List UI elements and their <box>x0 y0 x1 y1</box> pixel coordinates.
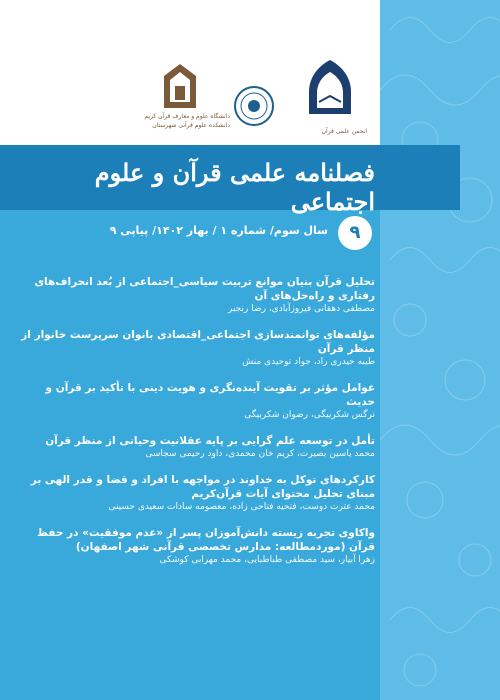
list-item <box>20 434 375 461</box>
decorative-pattern-strip <box>380 0 500 700</box>
issue-number-badge: ۹ <box>338 216 372 250</box>
list-item <box>20 381 375 422</box>
article-title: کارکردهای توکل به خداوند در مواجهه با افراد و قضا و قدر الهی بر مبنای تحلیل محتوای آیات قرآن‌کریم <box>30 474 375 500</box>
list-item <box>20 526 375 567</box>
article-authors: محمد عترت دوست، فتحیه فتاحی زاده، معصومه سادات سعیدی حسینی <box>108 502 375 512</box>
list-item <box>20 473 375 514</box>
quran-association-logo-icon <box>305 58 355 118</box>
list-item <box>20 275 375 316</box>
seal-logo-icon <box>233 85 275 127</box>
article-title: تأمل در توسعه علم گرایی بر پایه عقلانیت وحیانی از منظر قرآن <box>45 435 375 447</box>
article-authors: مصطفی دهقانی فیروزآبادی، رضا رنجبر <box>227 304 375 314</box>
article-title: مؤلفه‌های توانمندسازی اجتماعی_اقتصادی بانوان سرپرست خانوار از منظر قرآن <box>21 329 375 355</box>
issue-info: سال سوم/ شماره ۱ / بهار ۱۴۰۲/ پیاپی ۹ <box>109 224 328 237</box>
article-list <box>20 275 375 579</box>
article-authors: طیبه حیدری راد، جواد توحیدی منش <box>242 357 375 367</box>
university-caption-2: دانشکده علوم قرآنی شهرستان <box>152 122 230 129</box>
article-authors: زهرا آبیار، سید مصطفی طباطبایی، محمد مهرابی کوشکی <box>159 555 375 565</box>
association-caption: انجمن علمی قرآن <box>321 128 367 135</box>
journal-title: فصلنامه علمی قرآن و علوم اجتماعی <box>94 158 375 216</box>
article-title: واکاوی تجربه زیسته دانش‌آموزان پسر از «عدم موفقیت» در حفظ قرآن (موردمطالعه: مدارس تخصصی قرآنی شهر اصفهان) <box>37 527 375 553</box>
article-title: عوامل مؤثر بر تقویت آینده‌نگری و هویت دینی با تأکید بر قرآن و حدیث <box>45 382 375 408</box>
list-item <box>20 328 375 369</box>
university-logo-icon <box>160 62 200 112</box>
article-authors: نرگس شکربیگی، رضوان شکربیگی <box>244 410 375 420</box>
university-caption-1: دانشگاه علوم و معارف قرآن کریم <box>144 113 230 120</box>
article-title: تحلیل قرآن بنیان موانع تربیت سیاسی_اجتماعی از بُعد انحراف‌های رفتاری و راه‌حل‌های آن <box>34 276 375 302</box>
article-authors: محمد یاسین بصیرت، کریم خان محمدی، داود رحیمی سجاسی <box>145 449 375 459</box>
